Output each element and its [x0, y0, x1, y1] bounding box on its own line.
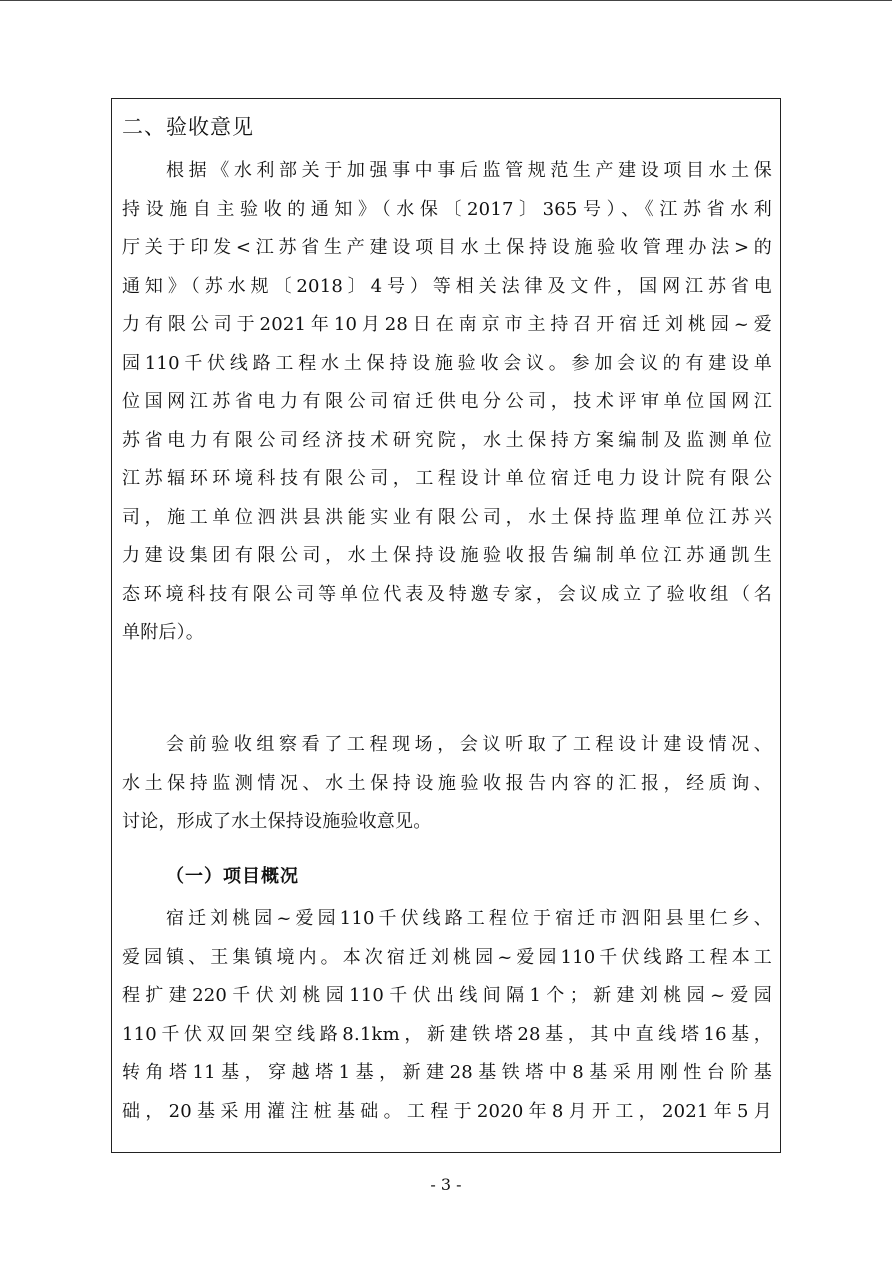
paragraph-line: 位国网江苏省电力有限公司宿迁供电分公司，技术评审单位国网江 — [122, 391, 772, 412]
paragraph-line: 宿迁刘桃园~爱园110千伏线路工程位于宿迁市泗阳县里仁乡、 — [166, 908, 772, 929]
paragraph-line: 态环境科技有限公司等单位代表及特邀专家，会议成立了验收组（名 — [122, 583, 772, 605]
paragraph-line: 单附后）。 — [122, 622, 204, 643]
paragraph-line: 110千伏双回架空线路8.1km，新建铁塔28基，其中直线塔16基， — [122, 1023, 772, 1045]
paragraph-line: 持设施自主验收的通知》（水保〔2017〕365号）、《江苏省水利 — [122, 198, 772, 220]
subsection-title: （一）项目概况 — [166, 866, 299, 887]
paragraph-line: 讨论，形成了水土保持设施验收意见。 — [122, 811, 432, 832]
paragraph-basis — [122, 152, 772, 653]
paragraph-line: 江苏辐环环境科技有限公司，工程设计单位宿迁电力设计院有限公 — [122, 468, 772, 489]
paragraph-line: 通知》（苏水规〔2018〕4号）等相关法律及文件，国网江苏省电 — [122, 275, 772, 297]
page-top-edge — [0, 0, 892, 1]
paragraph-line: 程扩建220千伏刘桃园110千伏出线间隔1个；新建刘桃园~爱园 — [122, 985, 772, 1006]
paragraph-line: 园110千伏线路工程水土保持设施验收会议。参加会议的有建设单 — [122, 352, 772, 374]
paragraph-line: 力有限公司于2021年10月28日在南京市主持召开宿迁刘桃园~爱 — [122, 314, 772, 335]
paragraph-line: 苏省电力有限公司经济技术研究院，水土保持方案编制及监测单位 — [122, 429, 772, 451]
paragraph-meeting — [122, 726, 772, 842]
page-number: - 3 - — [430, 1175, 462, 1194]
paragraph-project-overview — [122, 900, 772, 1131]
section-title: 二、验收意见 — [122, 115, 254, 139]
paragraph-line: 爱园镇、王集镇境内。本次宿迁刘桃园~爱园110千伏线路工程本工 — [122, 946, 772, 968]
paragraph-line: 根据《水利部关于加强事中事后监管规范生产建设项目水土保 — [166, 160, 772, 181]
paragraph-line: 转角塔11基，穿越塔1基，新建28基铁塔中8基采用刚性台阶基 — [122, 1062, 772, 1083]
paragraph-line: 司，施工单位泗洪县洪能实业有限公司，水土保持监理单位江苏兴 — [122, 506, 772, 528]
paragraph-line: 础，20基采用灌注桩基础。工程于2020年8月开工，2021年5月 — [122, 1100, 772, 1122]
paragraph-line: 厅关于印发<江苏省生产建设项目水土保持设施验收管理办法>的 — [122, 237, 772, 258]
paragraph-line: 水土保持监测情况、水土保持设施验收报告内容的汇报，经质询、 — [122, 772, 772, 794]
paragraph-line: 会前验收组察看了工程现场，会议听取了工程设计建设情况、 — [166, 734, 772, 755]
paragraph-line: 力建设集团有限公司，水土保持设施验收报告编制单位江苏通凯生 — [122, 545, 772, 566]
